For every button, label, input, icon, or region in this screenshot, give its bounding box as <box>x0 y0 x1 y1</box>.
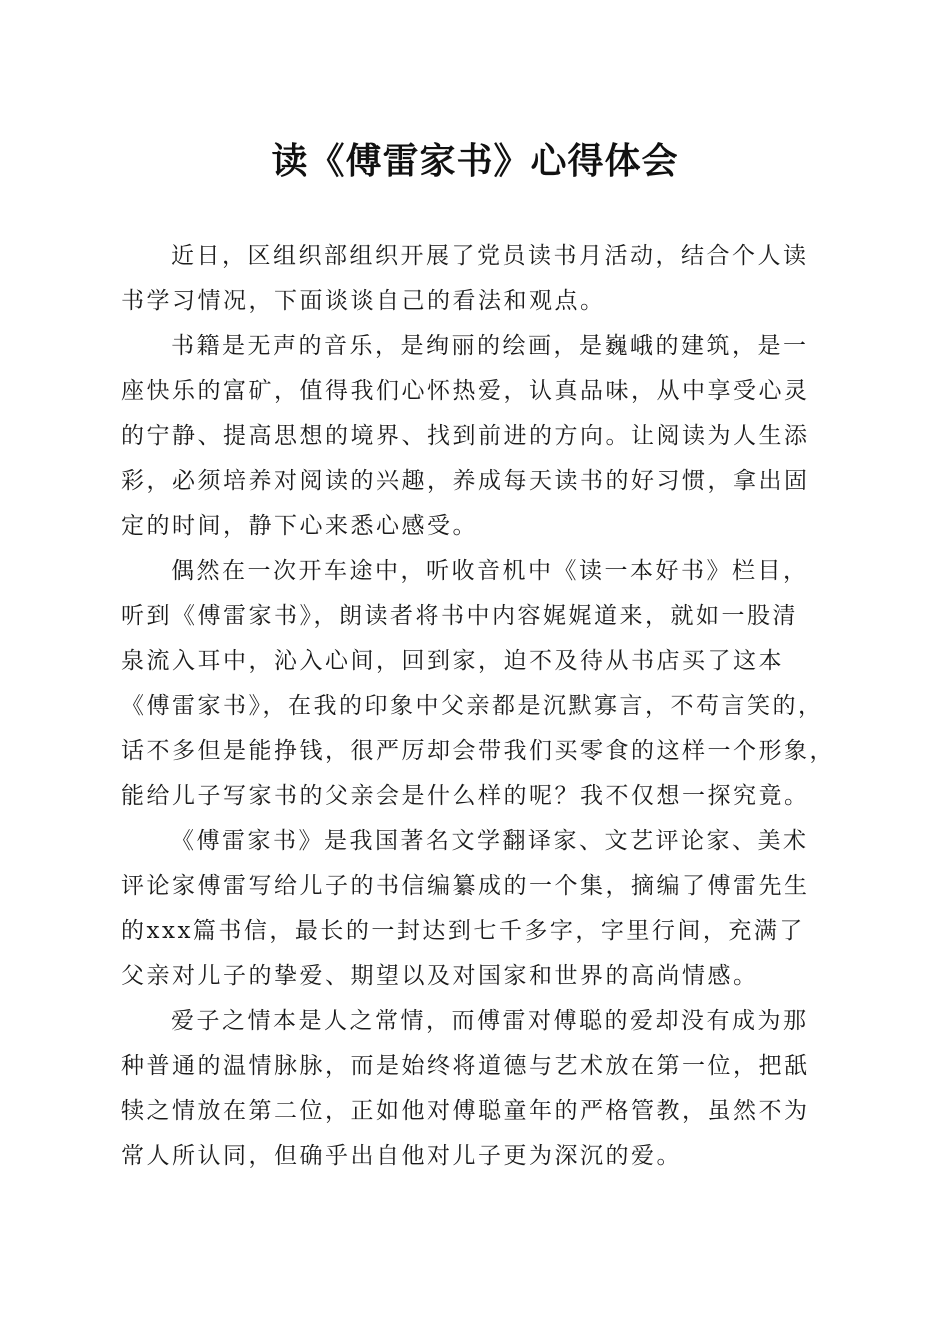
text-line: 能给儿子写家书的父亲会是什么样的呢？我不仅想一探究竟。 <box>121 783 810 809</box>
paragraph <box>121 234 833 324</box>
text-line: 定的时间，静下心来悉心感受。 <box>121 513 478 539</box>
text-line: 座快乐的富矿，值得我们心怀热爱，认真品味，从中享受心灵 <box>121 378 810 404</box>
text-line: 爱子之情本是人之常情，而傅雷对傅聪的爱却没有成为那 <box>171 1008 809 1034</box>
text-line: 的xxx篇书信，最长的一封达到七千多字，字里行间，充满了 <box>121 918 805 944</box>
text-line: 犊之情放在第二位，正如他对傅聪童年的严格管教，虽然不为 <box>121 1098 810 1124</box>
text-line: 彩，必须培养对阅读的兴趣，养成每天读书的好习惯，拿出固 <box>121 468 810 494</box>
text-line: 种普通的温情脉脉，而是始终将道德与艺术放在第一位，把舐 <box>121 1053 810 1079</box>
text-line: 的宁静、提高思想的境界、找到前进的方向。让阅读为人生添 <box>121 423 810 449</box>
text-line: 《傅雷家书》是我国著名文学翻译家、文艺评论家、美术 <box>171 828 809 854</box>
text-line: 书籍是无声的音乐，是绚丽的绘画，是巍峨的建筑，是一 <box>171 333 809 359</box>
text-line: 《傅雷家书》，在我的印象中父亲都是沉默寡言，不苟言笑的， <box>121 693 824 719</box>
text-line: 近日，区组织部组织开展了党员读书月活动，结合个人读 <box>171 243 809 269</box>
document-title: 读《傅雷家书》心得体会 <box>271 140 679 182</box>
paragraph <box>121 324 833 549</box>
text-line: 常人所认同，但确乎出自他对儿子更为深沉的爱。 <box>121 1143 682 1169</box>
text-line: 父亲对儿子的挚爱、期望以及对国家和世界的高尚情感。 <box>121 963 759 989</box>
text-line: 偶然在一次开车途中，听收音机中《读一本好书》栏目， <box>171 558 809 584</box>
text-line: 评论家傅雷写给儿子的书信编纂成的一个集，摘编了傅雷先生 <box>121 873 810 899</box>
text-line: 话不多但是能挣钱，很严厉却会带我们买零食的这样一个形象， <box>121 738 835 764</box>
document-body <box>121 234 833 1179</box>
text-line: 书学习情况，下面谈谈自己的看法和观点。 <box>121 288 606 314</box>
paragraph <box>121 999 833 1179</box>
text-line: 泉流入耳中，沁入心间，回到家，迫不及待从书店买了这本 <box>121 648 784 674</box>
paragraph <box>121 819 833 999</box>
paragraph <box>121 549 833 819</box>
text-line: 听到《傅雷家书》，朗读者将书中内容娓娓道来，就如一股清 <box>121 603 798 629</box>
